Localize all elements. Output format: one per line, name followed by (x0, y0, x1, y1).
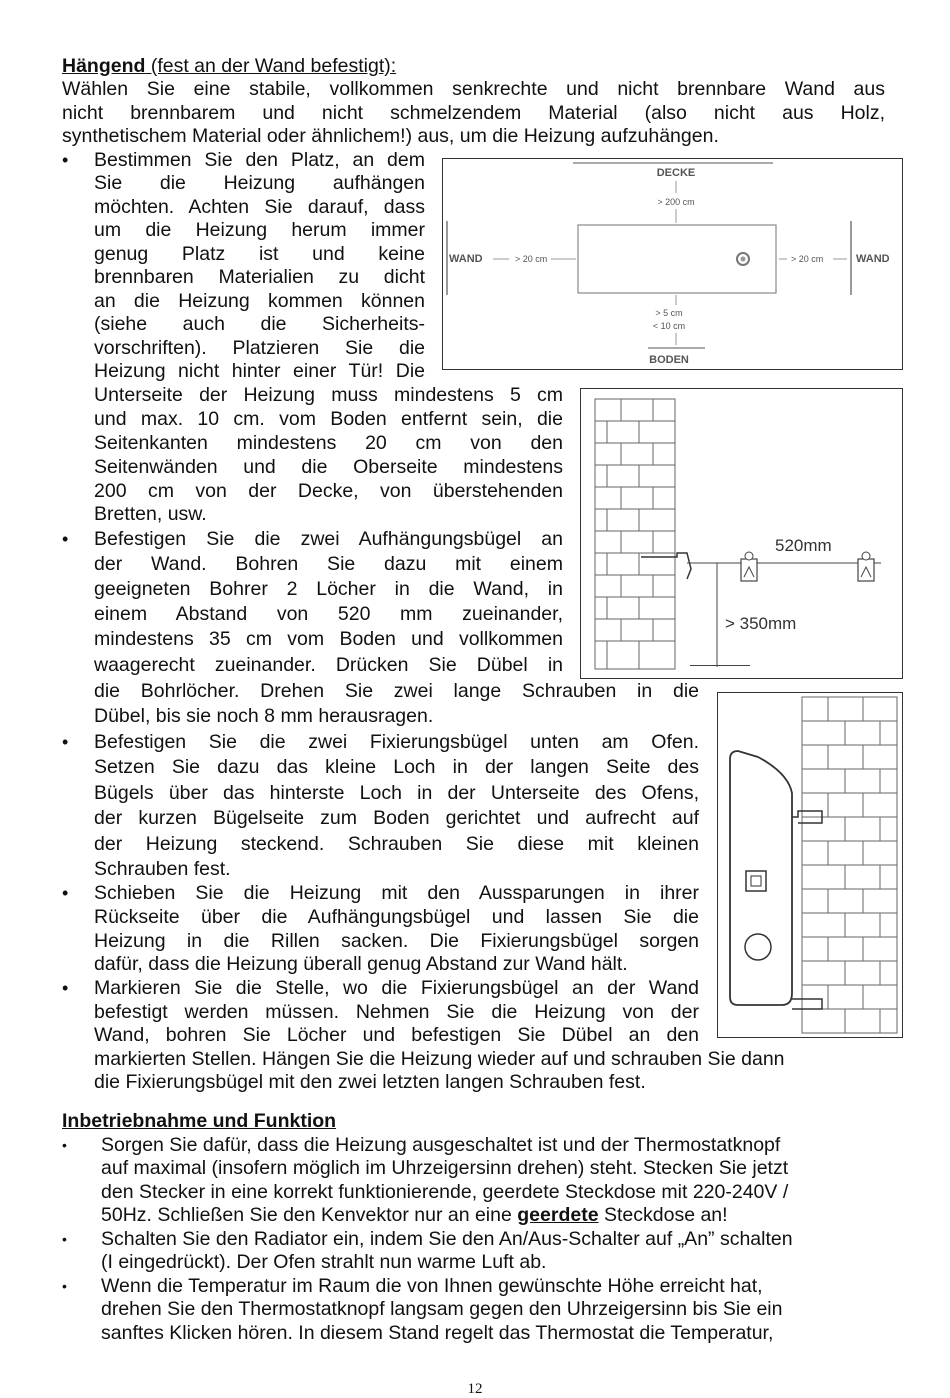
bullet3-line: Bügels über das hinterste Loch in der Unterseite des Ofens, (94, 782, 699, 804)
op-bullet1-line: Sorgen Sie dafür, dass die Heizung ausgeschaltet ist und der Thermostatknopf (101, 1134, 781, 1156)
op-bullet1-line-last (101, 1204, 891, 1228)
op-bullet1-line: auf maximal (insofern möglich im Uhrzeigersinn drehen) steht. Stecken Sie jetzt (101, 1157, 789, 1179)
bullet1-line: Seitenkanten mindestens 20 cm von den (94, 432, 563, 454)
bullet3-line: Setzen Sie dazu das kleine Loch in der langen Seite des (94, 756, 699, 778)
geerdete-emphasis: geerdete (517, 1204, 599, 1226)
bullet-marker: • (62, 529, 69, 549)
bullet-marker: • (62, 1137, 67, 1153)
brick-wall (595, 399, 675, 669)
bullet1-line: brennbaren Materialien zu dicht (94, 266, 425, 288)
section-heading-haengend: Hängend (62, 55, 146, 77)
bullet1-line: Seitenwänden und die Oberseite mindestens (94, 456, 563, 478)
floor-marker-line (690, 665, 750, 666)
bullet5-line: Wand, bohren Sie Löcher und befestigen Sie Dübel an den (94, 1024, 699, 1046)
bullet1-line: Unterseite der Heizung muss mindestens 5 cm (94, 384, 563, 406)
bullet4-line: Schieben Sie die Heizung mit den Aussparungen in ihrer (94, 882, 699, 904)
bullet5-line: befestigt werden müssen. Nehmen Sie die Heizung von der (94, 1001, 699, 1023)
bottom-distance-max-label: < 10 cm (652, 321, 686, 331)
bullet5-line: die Fixierungsbügel mit den zwei letzten langen Schrauben fest. (94, 1071, 646, 1093)
bullet-marker: • (62, 732, 69, 752)
intro-line: Wählen Sie eine stabile, vollkommen senkrechte und nicht brennbare Wand aus (62, 78, 885, 100)
left-distance-label: > 20 cm (515, 254, 548, 264)
bracket-spacing-diagram (580, 388, 903, 679)
intro-line: nicht brennbarem und nicht schmelzendem Material (also nicht aus Holz, (62, 102, 885, 124)
bullet1-line: Sie die Heizung aufhängen (94, 172, 425, 194)
bullet1-line: Heizung nicht hinter einer Tür! Die (94, 360, 425, 382)
bullet3-line: der kurzen Bügelseite zum Boden gerichtet und aufrecht auf (94, 807, 699, 829)
bullet2-line: die Bohrlöcher. Drehen Sie zwei lange Schrauben in die (94, 680, 699, 702)
bullet3-line: Schrauben fest. (94, 858, 231, 880)
bullet1-line: um die Heizung herum immer (94, 219, 425, 241)
op-bullet2-line: Schalten Sie den Radiator ein, indem Sie den An/Aus-Schalter auf „An” schalten (101, 1228, 793, 1250)
bullet2-line: Befestigen Sie die zwei Aufhängungsbügel an (94, 528, 563, 550)
bullet2-line: geeigneten Bohrer 2 Löcher in die Wand, in (94, 578, 563, 600)
bullet2-line: Dübel, bis sie noch 8 mm herausragen. (94, 705, 434, 727)
bracket-spacing-drawing (581, 389, 901, 677)
right-distance-label: > 20 cm (791, 254, 824, 264)
bullet1-line: (siehe auch die Sicherheits- (94, 313, 425, 335)
bracket-spacing-label: 520mm (775, 536, 832, 555)
bullet1-line: und max. 10 cm. vom Boden entfernt sein, die (94, 408, 563, 430)
heater-outline (578, 225, 776, 293)
bullet3-line: der Heizung steckend. Schrauben Sie diese mit kleinen (94, 833, 699, 855)
page-number: 12 (467, 1381, 483, 1397)
heater-side-drawing (718, 693, 901, 1036)
bullet1-line: genug Platz ist und keine (94, 243, 425, 265)
brick-wall (802, 697, 897, 1033)
lower-bracket (792, 999, 822, 1009)
bullet4-line: dafür, dass die Heizung überall genug Abstand zur Wand hält. (94, 953, 628, 975)
bullet-marker: • (62, 150, 69, 170)
bullet1-line: Bestimmen Sie den Platz, an dem (94, 149, 425, 171)
heater-side-diagram (717, 692, 903, 1038)
op-bullet1-line: den Stecker in eine korrekt funktionierende, geerdete Steckdose mit 220-240V / (101, 1181, 789, 1203)
bullet1-line: an die Heizung kommen können (94, 290, 425, 312)
clearance-diagram-drawing (443, 159, 901, 368)
op-bullet2-line: (I eingedrückt). Der Ofen strahlt nun warme Luft ab. (101, 1251, 547, 1273)
thermostat-knob-center (741, 257, 746, 262)
bullet2-line: der Wand. Bohren Sie dazu mit einem (94, 553, 563, 575)
op-bullet3-line: Wenn die Temperatur im Raum die von Ihnen gewünschte Höhe erreicht hat, (101, 1275, 763, 1297)
op-bullet3-line: drehen Sie den Thermostatknopf langsam gegen den Uhrzeigersinn bis Sie ein (101, 1298, 783, 1320)
op-bullet1-text: 50Hz. Schließen Sie den Kenvektor nur an eine (101, 1204, 518, 1226)
op-bullet3-line: sanftes Klicken hören. In diesem Stand regelt das Thermostat die Temperatur, (101, 1322, 774, 1344)
section-heading-line (62, 55, 396, 79)
intro-line: synthetischem Material oder ähnlichem!) aus, um die Heizung aufzuhängen. (62, 125, 719, 147)
bullet-marker: • (62, 1278, 67, 1294)
bullet4-line: Heizung in die Rillen sacken. Die Fixierungsbügel sorgen (94, 930, 699, 952)
op-bullet1-text: Steckdose an! (598, 1204, 728, 1226)
section-heading-suffix: (fest an der Wand befestigt): (145, 55, 397, 77)
bullet1-line: 200 cm von der Decke, von überstehenden (94, 480, 563, 502)
bullet-marker: • (62, 978, 69, 998)
floor-label: BODEN (649, 354, 689, 366)
bottom-distance-min-label: > 5 cm (655, 308, 683, 318)
clearance-diagram (442, 158, 903, 370)
section-heading-inbetriebnahme: Inbetriebnahme und Funktion (62, 1110, 337, 1132)
bracket-left-icon (741, 552, 757, 581)
bullet-marker: • (62, 1231, 67, 1247)
bullet4-line: Rückseite über die Aufhängungsbügel und lassen Sie die (94, 906, 699, 928)
top-distance-label: > 200 cm (657, 197, 695, 207)
right-wall-label: WAND (856, 253, 890, 265)
bracket-right-icon (858, 552, 874, 581)
bullet2-line: mindestens 35 cm vom Boden und vollkommen (94, 628, 563, 650)
bullet3-line: Befestigen Sie die zwei Fixierungsbügel unten am Ofen. (94, 731, 699, 753)
bullet2-line: einem Abstand von 520 mm zueinander, (94, 603, 563, 625)
bullet-marker: • (62, 883, 69, 903)
bullet1-line: Bretten, usw. (94, 503, 207, 525)
bullet1-line: möchten. Achten Sie darauf, dass (94, 196, 425, 218)
bullet1-line: vorschriften). Platzieren Sie die (94, 337, 425, 359)
bracket-height-label: > 350mm (725, 614, 797, 633)
bullet5-line: markierten Stellen. Hängen Sie die Heizung wieder auf und schrauben Sie dann (94, 1048, 785, 1070)
ceiling-label: DECKE (656, 167, 696, 179)
bullet2-line: waagerecht zueinander. Drücken Sie Dübel in (94, 654, 563, 676)
left-wall-label: WAND (449, 253, 483, 265)
bullet5-line: Markieren Sie die Stelle, wo die Fixierungsbügel an der Wand (94, 977, 699, 999)
